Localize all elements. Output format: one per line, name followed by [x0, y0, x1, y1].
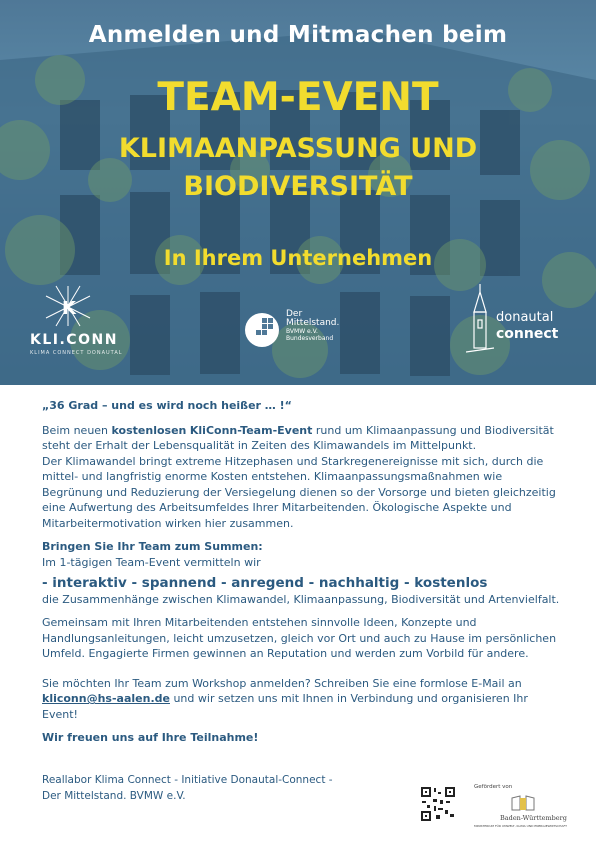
intro-paragraph [42, 423, 560, 454]
hero-intro-line: Anmelden und Mitmachen beim [88, 22, 508, 48]
hero-subtitle: In Ihrem Unternehmen [163, 246, 433, 270]
kliconn-logo [30, 282, 130, 362]
contact-text-pre: Sie möchten Ihr Team zum Workshop anmelden? Schreiben Sie eine formlose E-Mail an [42, 676, 522, 690]
footer-line1: Reallabor Klima Connect - Initiative Donautal-Connect - [42, 774, 333, 786]
qr-code-icon[interactable] [420, 786, 456, 822]
donautal-line1: donautal [496, 310, 554, 325]
mittelstand-line4: Bundesverband [286, 335, 334, 342]
quote-heading: „36 Grad – und es wird noch heißer … !“ [42, 399, 292, 412]
hero-topic-line2: BIODIVERSITÄT [183, 171, 413, 202]
benefits-paragraph: Gemeinsam mit Ihren Mitarbeitenden entstehen sinnvolle Ideen, Konzepte und Handlungsanleitungen, leicht umzusetzen, gleich vor Ort und auch zu Hause im persönlichen Umfeld. Engagierte Firmen gewinnen an Reputation und werden zum Vorbild für andere. [42, 616, 557, 660]
funding-logo [474, 784, 574, 834]
church-tower-icon [466, 282, 494, 356]
bw-name: Baden-Württemberg [500, 814, 567, 822]
kliconn-tagline: KLIMA CONNECT DONAUTAL [30, 350, 123, 356]
contact-text-post: und wir setzen uns mit Ihnen in Verbindung und organisieren Ihr Event! [42, 692, 528, 721]
hero-topic-line1: KLIMAANPASSUNG UND [118, 133, 478, 164]
svg-text:K: K [62, 298, 76, 319]
team-line: Im 1-tägigen Team-Event vermitteln wir [42, 555, 261, 569]
closing-line: Wir freuen uns auf Ihre Teilnahme! [42, 731, 259, 744]
intro-text-post: rund um Klimaanpassung und Biodiversität steht der Erhalt der Lebensqualität in Zeiten des Klimawandels im Mittelpunkt. [42, 423, 554, 452]
intro-text-pre: Beim neuen [42, 423, 112, 437]
mittelstand-logo [244, 310, 364, 356]
mittelstand-line2: Mittelstand. [286, 318, 340, 328]
keywords-after: die Zusammenhänge zwischen Klimawandel, Klimaanpassung, Biodiversität und Artenvielfalt. [42, 592, 560, 606]
hero-main-title: TEAM-EVENT [157, 75, 439, 120]
footer-line2: Der Mittelstand. BVMW e.V. [42, 790, 186, 802]
body-text [42, 398, 560, 746]
mittelstand-line1: Der [286, 309, 303, 319]
kliconn-name: KLI.CONN [30, 332, 118, 348]
intro-bold-free: kostenlosen [111, 423, 187, 437]
mittelstand-text [286, 310, 339, 342]
hero-topic-title [0, 130, 596, 206]
mittelstand-line3: BVMW e.V. [286, 328, 318, 335]
email-link[interactable]: kliconn@hs-aalen.de [42, 692, 170, 705]
funded-by-label: Gefördert von [474, 784, 513, 790]
kliconn-star-icon [38, 282, 98, 330]
hero-banner [0, 0, 596, 385]
keywords-line: - interaktiv - spannend - anregend - nachhaltig - kostenlos [42, 575, 488, 591]
donautal-connect-logo [466, 282, 576, 362]
mittelstand-grid-icon [244, 312, 280, 348]
team-heading: Bringen Sie Ihr Team zum Summen: [42, 540, 263, 553]
intro-bold-event: KliConn-Team-Event [189, 423, 313, 437]
footer-credits [42, 772, 333, 804]
donautal-line2: connect [496, 326, 559, 342]
baden-wuerttemberg-crest-icon [508, 794, 538, 814]
contact-paragraph [42, 676, 560, 723]
climate-paragraph: Der Klimawandel bringt extreme Hitzephasen und Starkregenereignisse mit sich, durch die mittel- und langfristig enorme Kosten entstehen. Klimaanpassungsmaßnahmen wie Begrünung und Reduzierung der Versiegelung dienen so der Vorsorge und bieten gleichzeitig eine Aufwertung des Arbeitsumfeldes Ihrer Mitarbeitenden. Ökologische Aspekte und Mitarbeitermotivation wirken hier zusammen. [42, 454, 556, 530]
bw-ministry: MINISTERIUM FÜR UMWELT, KLIMA UND ENERGIEWIRTSCHAFT [474, 824, 567, 828]
